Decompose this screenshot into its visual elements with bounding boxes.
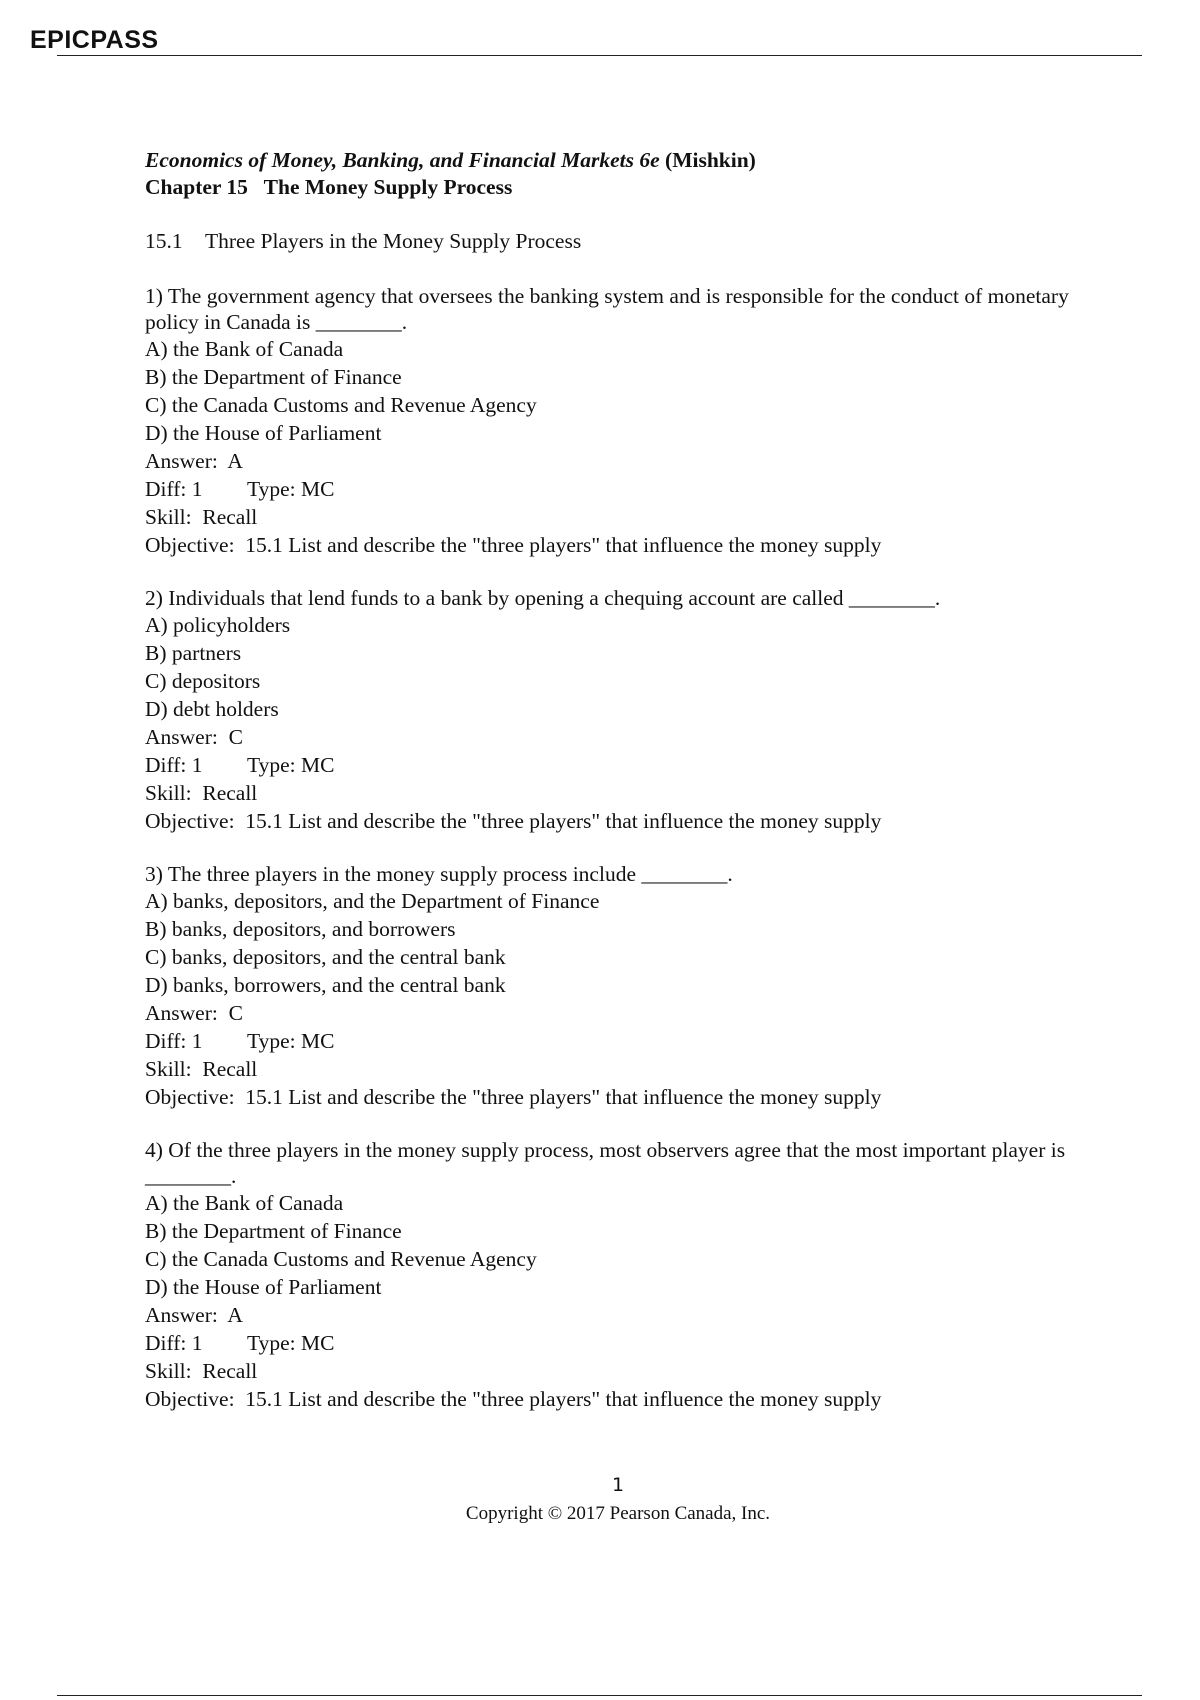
page-number: 1 <box>611 1474 625 1496</box>
section-number: 15.1 <box>145 229 183 253</box>
brand-logo-text: EPICPASS <box>30 26 159 54</box>
option-c: C) banks, depositors, and the central bank <box>145 945 506 969</box>
difficulty-type <box>145 1329 1105 1357</box>
skill: Skill: Recall <box>145 1057 258 1081</box>
question-stem: 3) The three players in the money supply process include ________. <box>145 862 733 886</box>
difficulty: Diff: 1 <box>145 1029 203 1053</box>
chapter-title: Chapter 15 The Money Supply Process <box>145 175 513 199</box>
question-3 <box>145 861 1105 1111</box>
difficulty-type <box>145 475 1105 503</box>
skill: Skill: Recall <box>145 1359 258 1383</box>
header-divider <box>57 55 1142 56</box>
book-title-line <box>145 147 1105 174</box>
question-type: Type: MC <box>247 1029 335 1053</box>
option-c: C) the Canada Customs and Revenue Agency <box>145 1247 537 1271</box>
section-heading <box>145 227 1105 255</box>
option-d: D) banks, borrowers, and the central bank <box>145 973 506 997</box>
option-c: C) the Canada Customs and Revenue Agency <box>145 393 537 417</box>
skill: Skill: Recall <box>145 781 258 805</box>
option-a: A) the Bank of Canada <box>145 1191 344 1215</box>
skill: Skill: Recall <box>145 505 258 529</box>
question-stem: 2) Individuals that lend funds to a bank by opening a chequing account are called ________. <box>145 586 941 610</box>
question-4 <box>145 1137 1105 1413</box>
difficulty: Diff: 1 <box>145 477 203 501</box>
document-body <box>145 147 1105 1413</box>
answer: Answer: C <box>145 1001 243 1025</box>
question-stem: 4) Of the three players in the money supply process, most observers agree that the most important player is ________. <box>145 1138 1066 1188</box>
objective: Objective: 15.1 List and describe the "three players" that influence the money supply <box>145 809 882 833</box>
option-b: B) partners <box>145 641 242 665</box>
question-type: Type: MC <box>247 753 335 777</box>
objective: Objective: 15.1 List and describe the "three players" that influence the money supply <box>145 1387 882 1411</box>
question-type: Type: MC <box>247 477 335 501</box>
option-d: D) debt holders <box>145 697 279 721</box>
option-a: A) policyholders <box>145 613 291 637</box>
objective: Objective: 15.1 List and describe the "three players" that influence the money supply <box>145 1085 882 1109</box>
answer: Answer: C <box>145 725 243 749</box>
option-b: B) the Department of Finance <box>145 365 402 389</box>
option-b: B) banks, depositors, and borrowers <box>145 917 456 941</box>
book-author: (Mishkin) <box>665 148 756 172</box>
objective: Objective: 15.1 List and describe the "three players" that influence the money supply <box>145 533 882 557</box>
option-d: D) the House of Parliament <box>145 1275 382 1299</box>
difficulty: Diff: 1 <box>145 753 203 777</box>
difficulty-type <box>145 751 1105 779</box>
difficulty: Diff: 1 <box>145 1331 203 1355</box>
question-1 <box>145 283 1105 559</box>
book-title: Economics of Money, Banking, and Financial Markets 6e <box>145 148 660 172</box>
copyright-notice: Copyright © 2017 Pearson Canada, Inc. <box>465 1503 771 1524</box>
option-b: B) the Department of Finance <box>145 1219 402 1243</box>
option-c: C) depositors <box>145 669 261 693</box>
question-type: Type: MC <box>247 1331 335 1355</box>
document-title <box>145 147 1105 201</box>
option-a: A) the Bank of Canada <box>145 337 344 361</box>
option-a: A) banks, depositors, and the Department of Finance <box>145 889 600 913</box>
section-title: Three Players in the Money Supply Process <box>205 229 582 253</box>
question-stem: 1) The government agency that oversees the banking system and is responsible for the conduct of monetary policy in Canada is ________. <box>145 284 1069 334</box>
footer-divider <box>57 1695 1142 1696</box>
difficulty-type <box>145 1027 1105 1055</box>
question-2 <box>145 585 1105 835</box>
option-d: D) the House of Parliament <box>145 421 382 445</box>
answer: Answer: A <box>145 449 243 473</box>
answer: Answer: A <box>145 1303 243 1327</box>
